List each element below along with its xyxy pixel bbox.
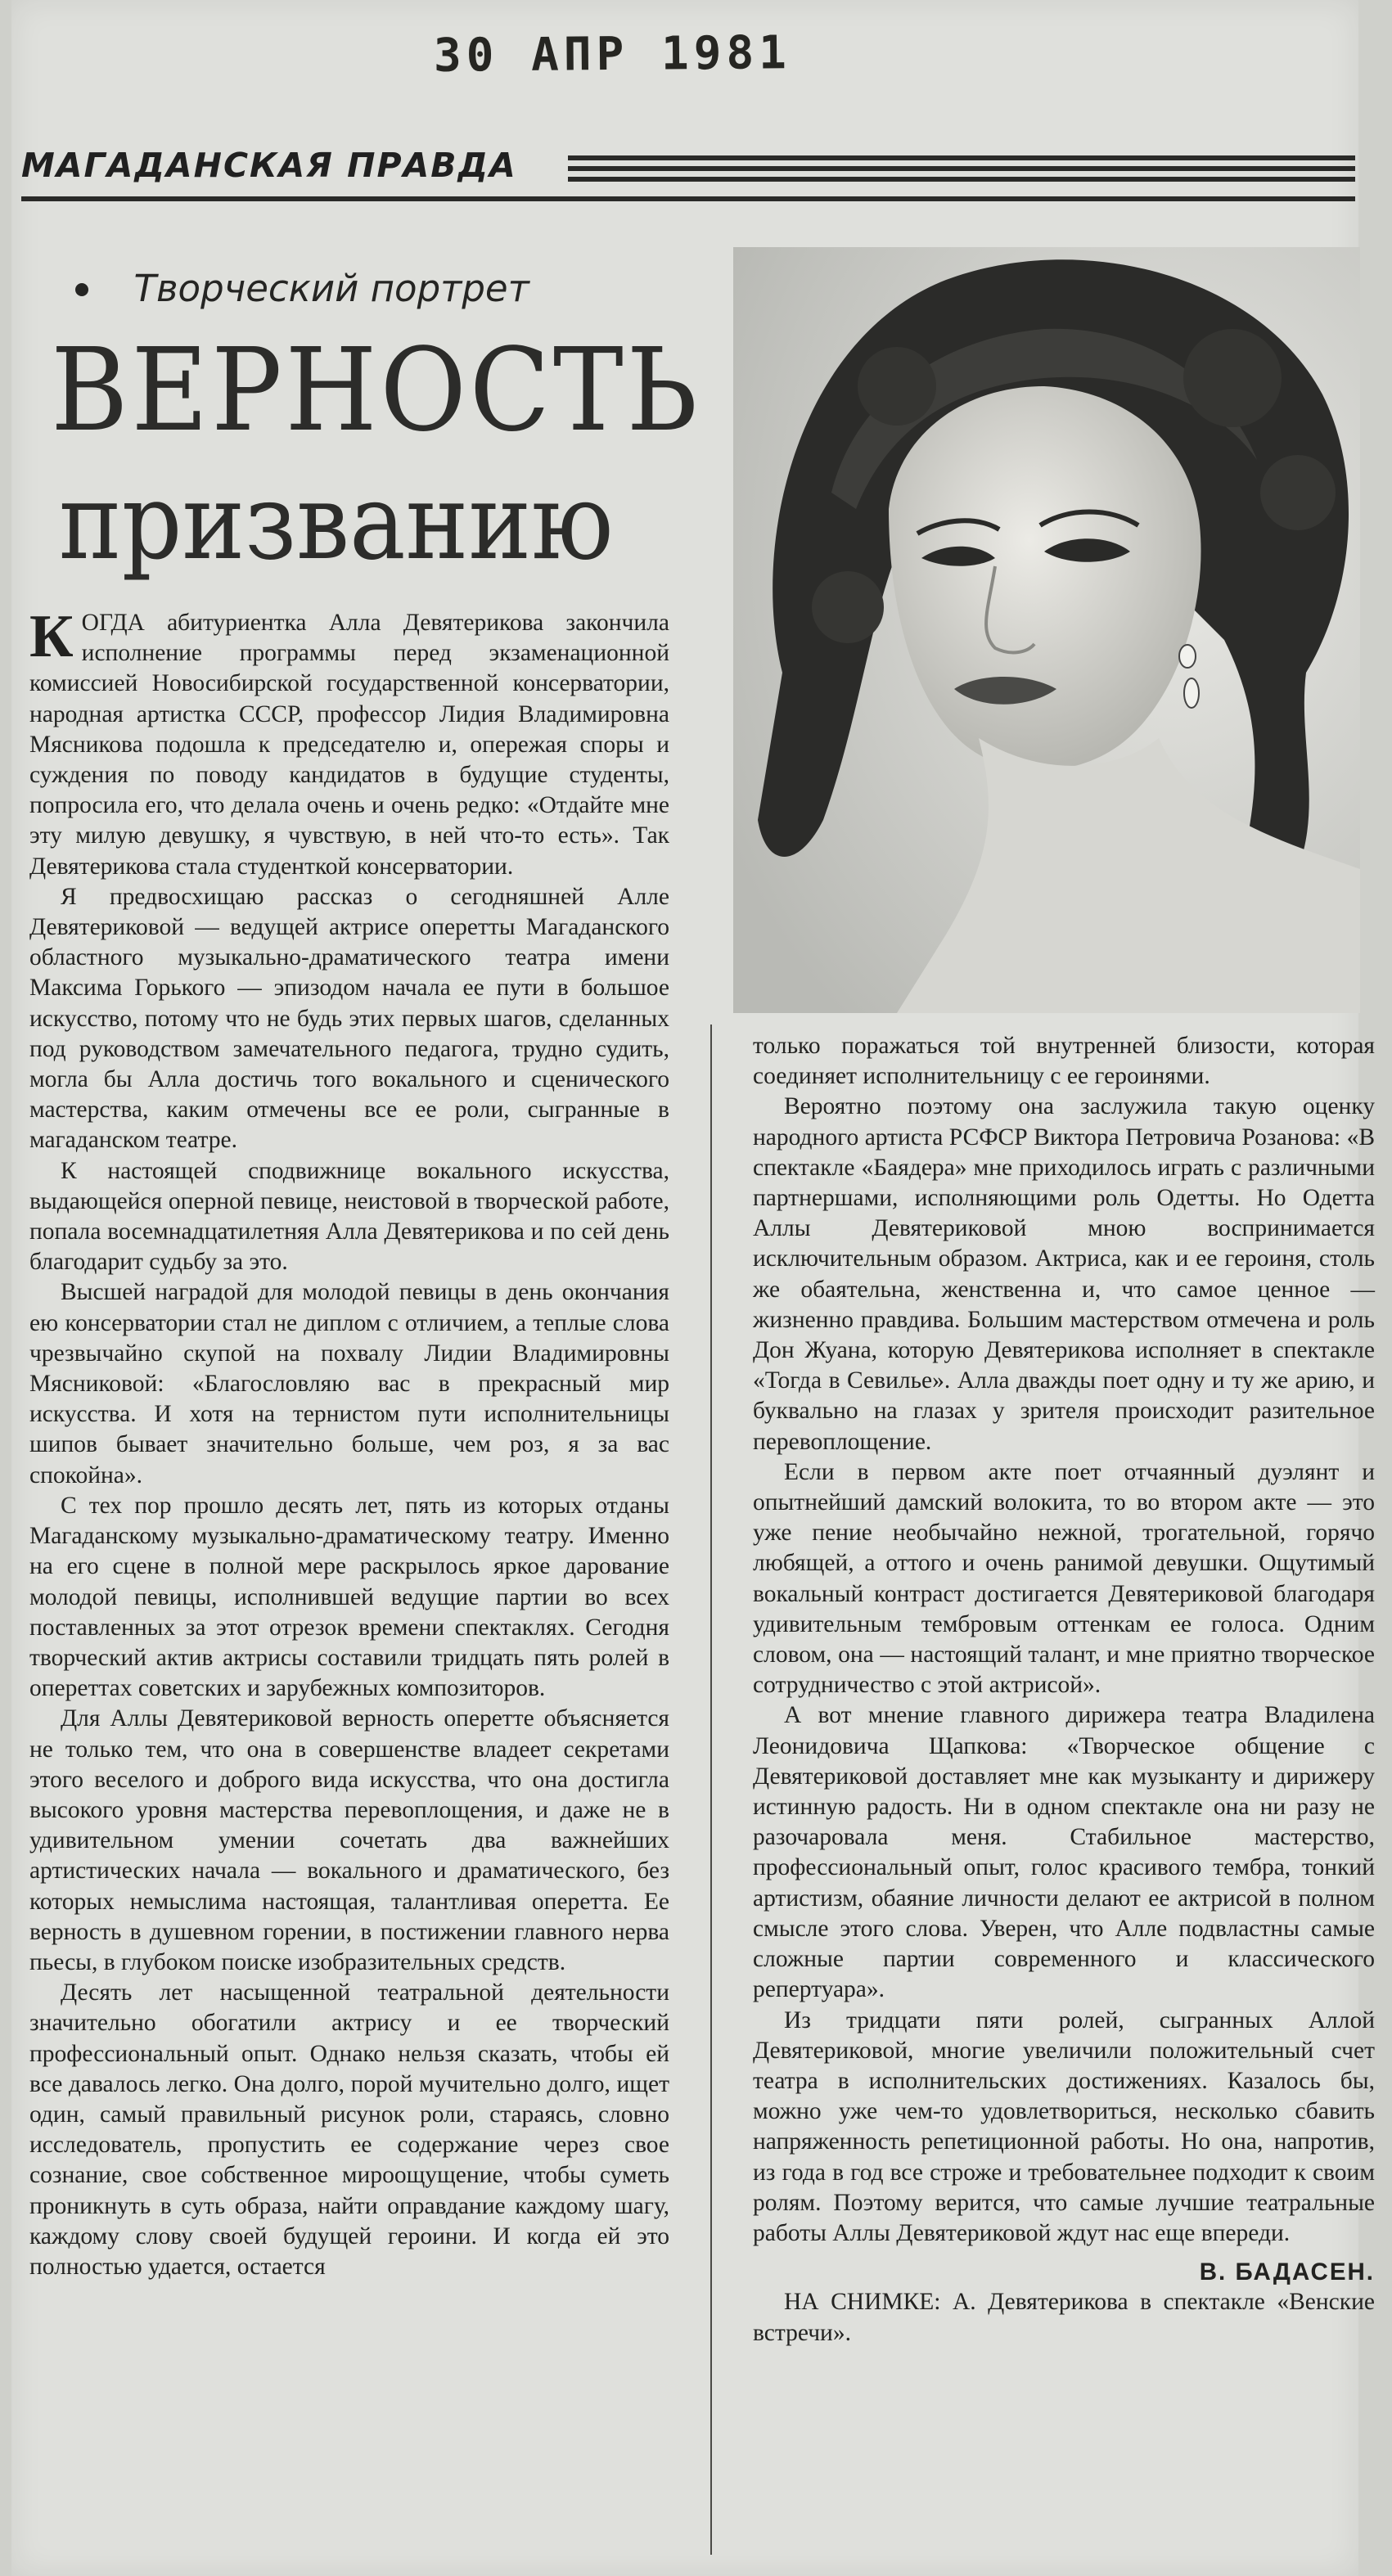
article-paragraph: Для Аллы Девятериковой верность оперетте объясняется не только тем, что она в совершенстве владеет секретами этого веселого и доброго вида искусства, что она достигла высокого уровня мастерства перевоплощения, и даже не в удивительном умении сочетать два важнейших артистических начала — вокального и драматического, без которых немыслима настоящая, талантливая оперетта. Ее верность в душевном горении, в постижении главного нерва пьесы, в глубоком поиске изобразительных средств.	[29, 1705, 669, 1975]
article-paragraph: Высшей наградой для молодой певицы в день окончания ею консерватории стал не диплом с отличием, а теплые слова чрезвычайно скупой на похвалу Лидии Владимировны Мясниковой: «Благословляю вас в прекрасный мир искусства. И хотя на тернистом пути исполнительницы шипов бывает значительно больше, чем роз, я за вас спокойна».	[29, 1279, 669, 1488]
newspaper-masthead: МАГАДАНСКАЯ ПРАВДА	[21, 146, 517, 185]
article-column-2	[753, 1031, 1375, 2349]
article-paragraph: только поражаться той внутренней близости, которая соединяет исполнительницу с ее героинями.	[753, 1033, 1375, 1090]
article-paragraph: Я предвосхищаю рассказ о сегодняшней Алле Девятериковой — ведущей актрисе оперетты Магаданского областного музыкально-драматического театра имени Максима Горького — эпизодом начала ее пути в большое искусство, потому что не будь этих первых шагов, сделанных под руководством замечательного педагога, трудно судить, могла бы Алла достичь того вокального и сценического мастерства, каким отмечены все ее роли, сыгранные в магаданском театре.	[29, 883, 669, 1154]
drop-cap: К	[29, 603, 74, 670]
portrait-illustration	[733, 247, 1360, 1013]
headline-line-2: призванию	[59, 462, 614, 583]
paragraph-text: ОГДА абитуриентка Алла Девятерикова закончила исполнение программы перед экзаменационной комиссией Новосибирской государственной консерватории, народная артистка СССР, профессор Лидия Владимировна Мясникова подошла к председателю и, опережая споры и суждения по поводу кандидатов в будущие студенты, попросила его, что делала очень и очень редко: «Отдайте мне эту милую девушку, я чувствую, в ней что-то есть». Так Девятерикова стала студенткой консерватории.	[29, 610, 669, 880]
article-paragraph	[29, 603, 669, 882]
masthead-divider	[21, 196, 1355, 201]
rubric-text: Творческий портрет	[133, 267, 529, 310]
masthead-rules	[568, 155, 1355, 183]
rubric	[75, 267, 529, 310]
article-paragraph: С тех пор прошло десять лет, пять из которых отданы Магаданскому музыкально-драматическому театру. Именно на его сцене в полной мере раскрылось яркое дарование молодой певицы, исполнившей ведущие партии во всех поставленных за этот отрезок времени спектаклях. Сегодня творческий актив актрисы составили тридцать пять ролей в опереттах советских и зарубежных композиторов.	[29, 1492, 669, 1702]
article-paragraph: А вот мнение главного дирижера театра Владилена Леонидовича Щапкова: «Творческое общение с Девятериковой доставляет мне как музыканту и дирижеру истинную радость. Ни в одном спектакле она ни разу не разочаровала меня. Стабильное мастерство, профессиональный опыт, голос красивого тембра, тонкий артистизм, обаяние личности делают ее актрисой в полном смысле этого слова. Уверен, что Алле подвластны самые сложные партии современного и классического репертуара».	[753, 1702, 1375, 2003]
author-signature: В. БАДАСЕН.	[1199, 2259, 1375, 2286]
article-paragraph: Вероятно поэтому она заслужила такую оценку народного артиста РСФСР Виктора Петровича Розанова: «В спектакле «Баядера» мне приходилось играть с различными партнершами, исполняющими роль Одетты. Но Одетта Аллы Девятериковой мною воспринимается исключительным образом. Актриса, как и ее героиня, столь же обаятельна, женственна и, что самое ценное — жизненно правдива. Большим мастерством отмечена и роль Дон Жуана, которую Девятерикова исполняет в спектакле «Тогда в Севилье». Алла дважды поет одну и ту же арию, и буквально на глазах у зрителя происходит разительное перевоплощение.	[753, 1093, 1375, 1455]
column-divider	[710, 1025, 712, 2555]
portrait-photo	[733, 247, 1360, 1013]
article-paragraph: Из тридцати пяти ролей, сыгранных Аллой Девятериковой, многие увеличили положительный счет театра в исполнительских достижениях. Казалось бы, можно уже чем-то удовлетвориться, несколько сбавить напряженность репетиционной работы. Но она, напротив, из года в год все строже и требовательнее подходит к своим ролям. Поэтому верится, что самые лучшие театральные работы Аллы Девятериковой ждут нас еще впереди.	[753, 2006, 1375, 2246]
article-paragraph: К настоящей сподвижнице вокального искусства, выдающейся оперной певице, неистовой в творческой работе, попала восемнадцатилетняя Алла Девятерикова и по сей день благодарит судьбу за это.	[29, 1157, 669, 1276]
photo-caption: НА СНИМКЕ: А. Девятерикова в спектакле «Венские встречи».	[753, 2289, 1375, 2346]
article-paragraph: Если в первом акте поет отчаянный дуэлянт и опытнейший дамский волокита, то во втором акте — это уже пение необычайно нежной, трогательной, горячо любящей, а оттого и очень ранимой девушки. Ощутимый вокальный контраст достигается Девятериковой благодаря удивительным тембровым оттенкам ее голоса. Одним словом, она — настоящий талант, и мне приятно творческое сотрудничество с этой актрисой».	[753, 1458, 1375, 1699]
headline-line-1: ВЕРНОСТЬ	[51, 324, 701, 457]
date-stamp: 30 АПР 1981	[433, 26, 792, 83]
article-column-1	[29, 603, 669, 2282]
article-paragraph: Десять лет насыщенной театральной деятельности значительно обогатили актрису и ее творческий профессиональный опыт. Однако нельзя сказать, чтобы ей все давалось легко. Она долго, порой мучительно долго, ищет один, самый правильный рисунок роли, стараясь, словно исследователь, пропустить ее содержание через свое сознание, свое собственное мироощущение, чтобы суметь проникнуть в суть образа, найти оправдание каждому шагу, каждому слову своей будущей героини. И когда ей это полностью удается, остается	[29, 1979, 669, 2280]
